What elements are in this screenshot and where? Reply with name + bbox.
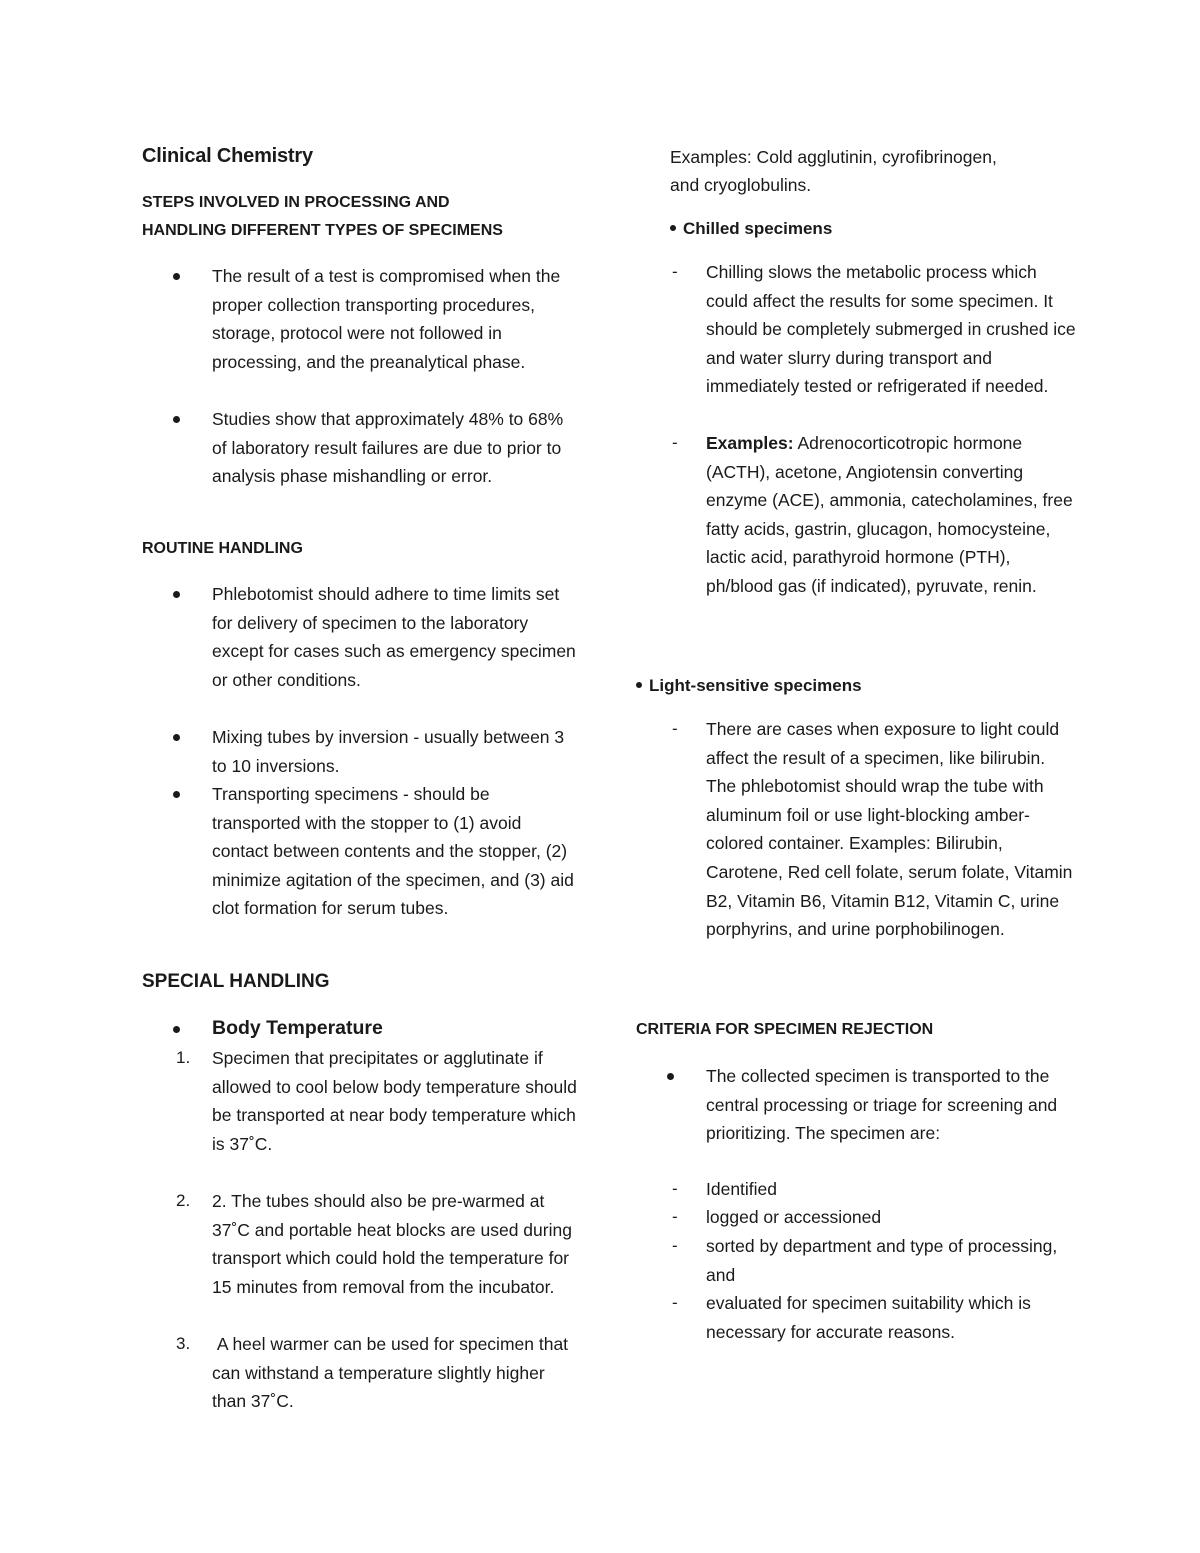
chilled-item-2-text [706, 429, 1076, 601]
bullet-icon [670, 225, 676, 231]
routine-item-1-text: Phlebotomist should adhere to time limits set for delivery of specimen to the laboratory except for cases such as emergency specimen or other conditions. [212, 584, 576, 690]
list-number: 3. [176, 1334, 191, 1353]
bullet-icon [667, 1073, 674, 1080]
dash-marker: - [672, 1236, 678, 1255]
criteria-dash-3-text: sorted by department and type of processing, and [706, 1236, 1058, 1285]
chilled-item-1-text: Chilling slows the metabolic process which could affect the results for some specimen. It should be completely submerged in crushed ice and water slurry during transport and immediately tested or refrigerated if needed. [706, 262, 1076, 397]
body-temp-heading: Body Temperature [212, 1017, 383, 1039]
list-number: 1. [176, 1048, 191, 1067]
bullet-icon [173, 791, 180, 798]
steps-item-2-text: Studies show that approximately 48% to 68% of laboratory result failures are due to prior to analysis phase mishandling or error. [212, 409, 564, 487]
criteria-dash-2-text: logged or accessioned [706, 1207, 882, 1227]
criteria-bullet-text: The collected specimen is transported to the central processing or triage for screening and prioritizing. The specimen are: [706, 1066, 1058, 1144]
bullet-icon [173, 734, 180, 741]
bullet-icon [173, 591, 180, 598]
document-title: Clinical Chemistry [142, 145, 313, 167]
chilled-heading [670, 215, 832, 243]
bullet-icon [173, 1026, 180, 1033]
light-heading [636, 672, 862, 700]
chilled-examples-text: Adrenocorticotropic hormone (ACTH), acetone, Angiotensin converting enzyme (ACE), ammonia, catecholamines, free fatty acids, gastrin, glucagon, homocysteine, lactic acid, parathyroid hormone (PTH), ph/blood gas (if indicated), pyruvate, renin. [706, 433, 1073, 596]
dash-marker: - [672, 1293, 678, 1312]
dash-marker: - [672, 1207, 678, 1226]
routine-item-3-text: Transporting specimens - should be transported with the stopper to (1) avoid contact between contents and the stopper, (2) minimize agitation of the specimen, and (3) aid clot formation for serum tubes. [212, 784, 574, 919]
body-temp-item-3-text: A heel warmer can be used for specimen that can withstand a temperature slightly higher than 37˚C. [212, 1334, 573, 1412]
criteria-heading: CRITERIA FOR SPECIMEN REJECTION [636, 1021, 934, 1038]
dash-marker: - [672, 1179, 678, 1198]
bullet-icon [173, 273, 180, 280]
bullet-icon [173, 416, 180, 423]
criteria-dash-4-text: evaluated for specimen suitability which is necessary for accurate reasons. [706, 1293, 1031, 1342]
steps-item-1-text: The result of a test is compromised when the proper collection transporting procedures, storage, protocol were not followed in processing, and the preanalytical phase. [212, 266, 561, 372]
dash-marker: - [672, 433, 678, 452]
routine-heading: ROUTINE HANDLING [142, 540, 303, 557]
bullet-icon [636, 682, 642, 688]
special-handling-heading: SPECIAL HANDLING [142, 971, 330, 992]
light-item-text: There are cases when exposure to light could affect the result of a specimen, like bilirubin. The phlebotomist should wrap the tube with aluminum foil or use light-blocking amber-colored container. Examples: Bilirubin, Carotene, Red cell folate, serum folate, Vitamin B2, Vitamin B6, Vitamin B12, Vitamin C, urine porphyrins, and urine porphobilinogen. [706, 719, 1073, 940]
cold-examples-line2: and cryoglobulins. [670, 175, 812, 195]
dash-marker: - [672, 262, 678, 281]
chilled-examples-label: Examples: [706, 433, 794, 453]
chilled-heading-text: Chilled specimens [683, 219, 833, 238]
dash-marker: - [672, 719, 678, 738]
cold-examples-line1: Examples: Cold agglutinin, cyrofibrinogen, [670, 147, 997, 167]
routine-item-2-text: Mixing tubes by inversion - usually between 3 to 10 inversions. [212, 727, 565, 776]
body-temp-item-1-text: Specimen that precipitates or agglutinate if allowed to cool below body temperature should be transported at near body temperature which is 37˚C. [212, 1048, 577, 1154]
body-temp-item-2-text: 2. The tubes should also be pre-warmed at 37˚C and portable heat blocks are used during transport which could hold the temperature for 15 minutes from removal from the incubator. [212, 1191, 572, 1297]
list-number: 2. [176, 1191, 191, 1210]
criteria-dash-1-text: Identified [706, 1179, 778, 1199]
steps-heading-line1: STEPS INVOLVED IN PROCESSING AND [142, 194, 450, 211]
light-heading-text: Light-sensitive specimens [649, 676, 862, 695]
steps-heading-line2: HANDLING DIFFERENT TYPES OF SPECIMENS [142, 222, 503, 239]
